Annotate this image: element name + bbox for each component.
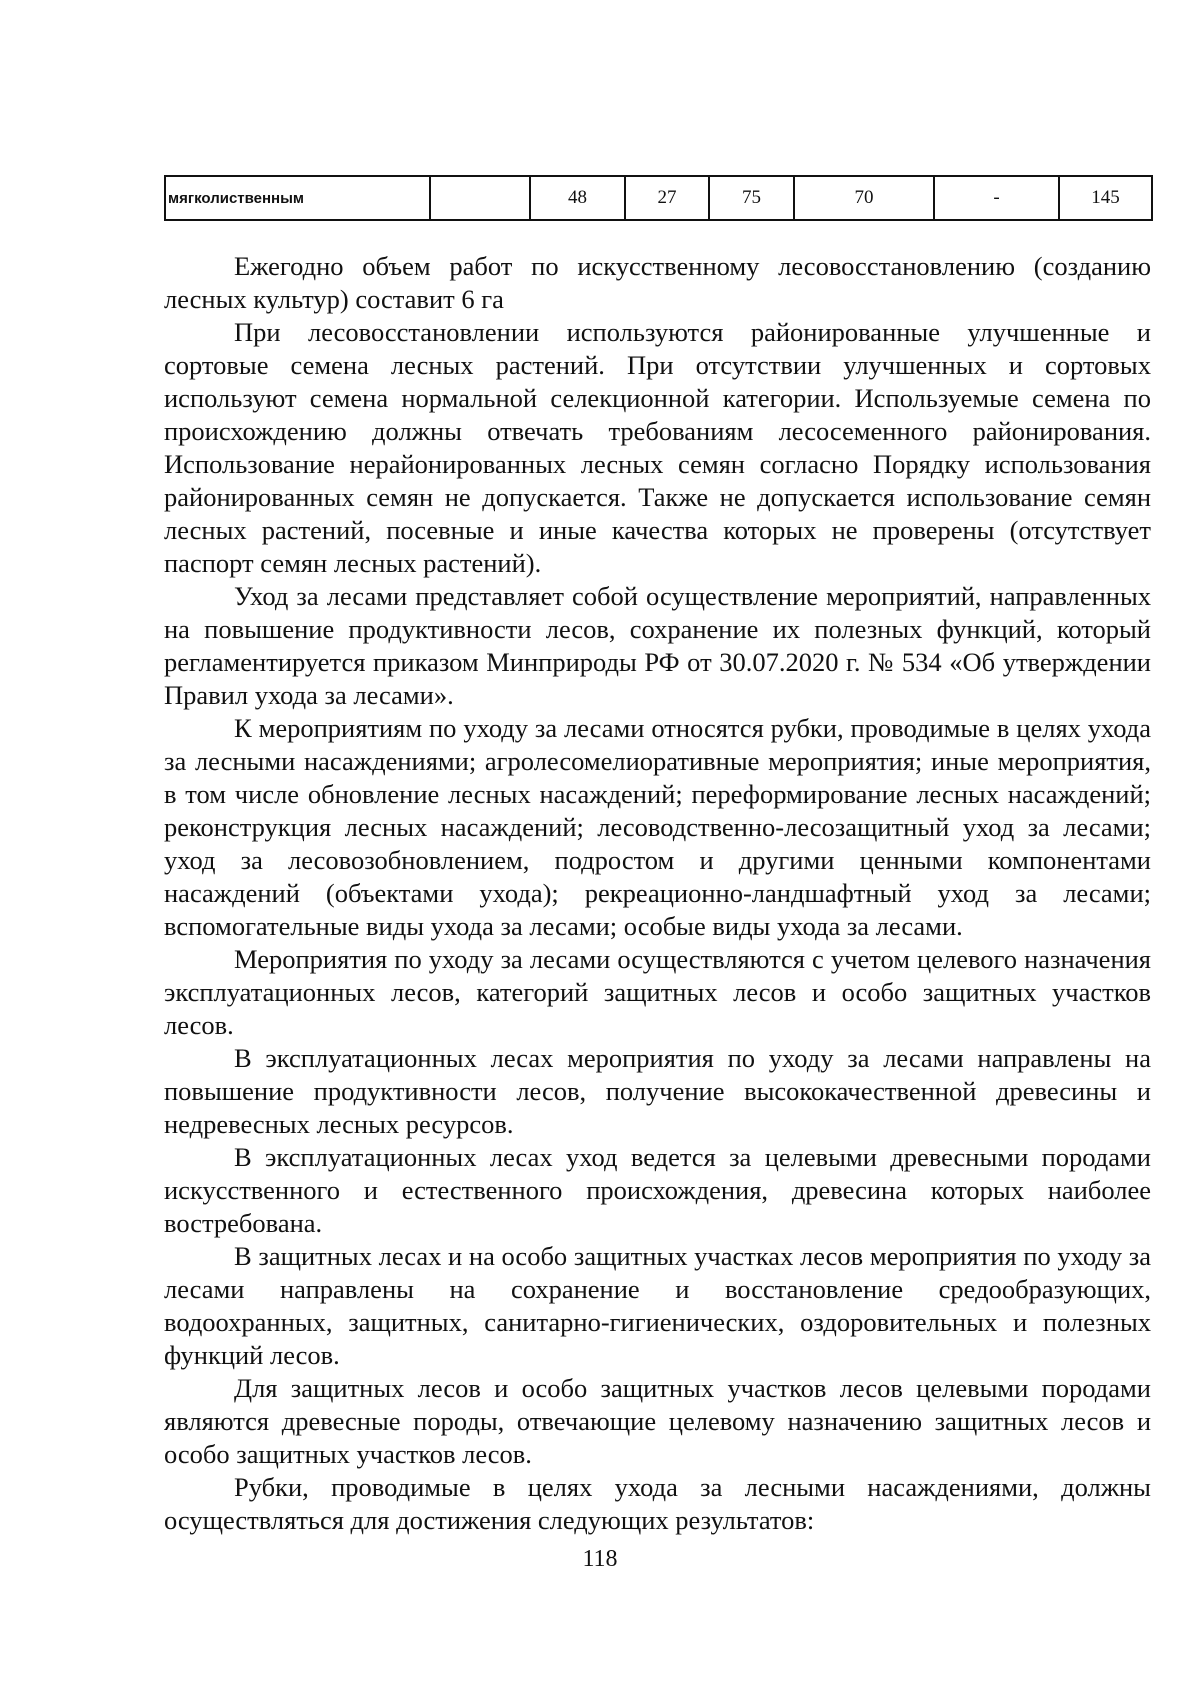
table-cell: 70 bbox=[794, 176, 934, 220]
table-cell: 145 bbox=[1059, 176, 1152, 220]
paragraph: Рубки, проводимые в целях ухода за лесными насаждениями, должны осуществляться для достижения следующих результатов: bbox=[164, 1472, 1151, 1535]
paragraph: Мероприятия по уходу за лесами осуществляются с учетом целевого назначения эксплуатационных лесов, категорий защитных лесов и особо защитных участков лесов. bbox=[164, 944, 1151, 1040]
table-cell: - bbox=[934, 176, 1059, 220]
table-cell bbox=[430, 176, 530, 220]
paragraph: К мероприятиям по уходу за лесами относятся рубки, проводимые в целях ухода за лесными насаждениями; агролесомелиоративные мероприятия; иные мероприятия, в том числе обновление лесных насаждений; переформирование лесных насаждений; реконструкция лесных насаждений; лесоводственно-лесозащитный уход за лесами; уход за лесовозобновлением, подростом и другими ценными компонентами насаждений (объектами ухода); рекреационно-ландшафтный уход за лесами; вспомогательные виды ухода за лесами; особые виды ухода за лесами. bbox=[164, 713, 1151, 941]
body-text bbox=[164, 250, 1151, 1537]
page-number: 118 bbox=[582, 1546, 618, 1572]
table-row bbox=[165, 176, 1152, 220]
paragraph: В эксплуатационных лесах уход ведется за целевыми древесными породами искусственного и естественного происхождения, древесина которых наиболее востребована. bbox=[164, 1142, 1151, 1238]
paragraph: При лесовосстановлении используются районированные улучшенные и сортовые семена лесных растений. При отсутствии улучшенных и сортовых используют семена нормальной селекционной категории. Используемые семена по происхождению должны отвечать требованиям лесосеменного районирования. Использование нерайонированных лесных семян согласно Порядку использования районированных семян не допускается. Также не допускается использование семян лесных растений, посевные и иные качества которых не проверены (отсутствует паспорт семян лесных растений). bbox=[164, 317, 1151, 578]
paragraph: В защитных лесах и на особо защитных участках лесов мероприятия по уходу за лесами направлены на сохранение и восстановление средообразующих, водоохранных, защитных, санитарно-гигиенических, оздоровительных и полезных функций лесов. bbox=[164, 1241, 1151, 1370]
table-cell: 75 bbox=[709, 176, 794, 220]
table-cell: 27 bbox=[625, 176, 709, 220]
paragraph: Ежегодно объем работ по искусственному лесовосстановлению (созданию лесных культур) составит 6 га bbox=[164, 251, 1151, 314]
paragraph: Для защитных лесов и особо защитных участков лесов целевыми породами являются древесные породы, отвечающие целевому назначению защитных лесов и особо защитных участков лесов. bbox=[164, 1373, 1151, 1469]
table-cell-species: мягколиственным bbox=[165, 176, 430, 220]
data-table bbox=[164, 175, 1153, 221]
paragraph: Уход за лесами представляет собой осуществление мероприятий, направленных на повышение продуктивности лесов, сохранение их полезных функций, который регламентируется приказом Минприроды РФ от 30.07.2020 г. № 534 «Об утверждении Правил ухода за лесами». bbox=[164, 581, 1151, 710]
paragraph: В эксплуатационных лесах мероприятия по уходу за лесами направлены на повышение продуктивности лесов, получение высококачественной древесины и недревесных лесных ресурсов. bbox=[164, 1043, 1151, 1139]
table-cell: 48 bbox=[530, 176, 625, 220]
